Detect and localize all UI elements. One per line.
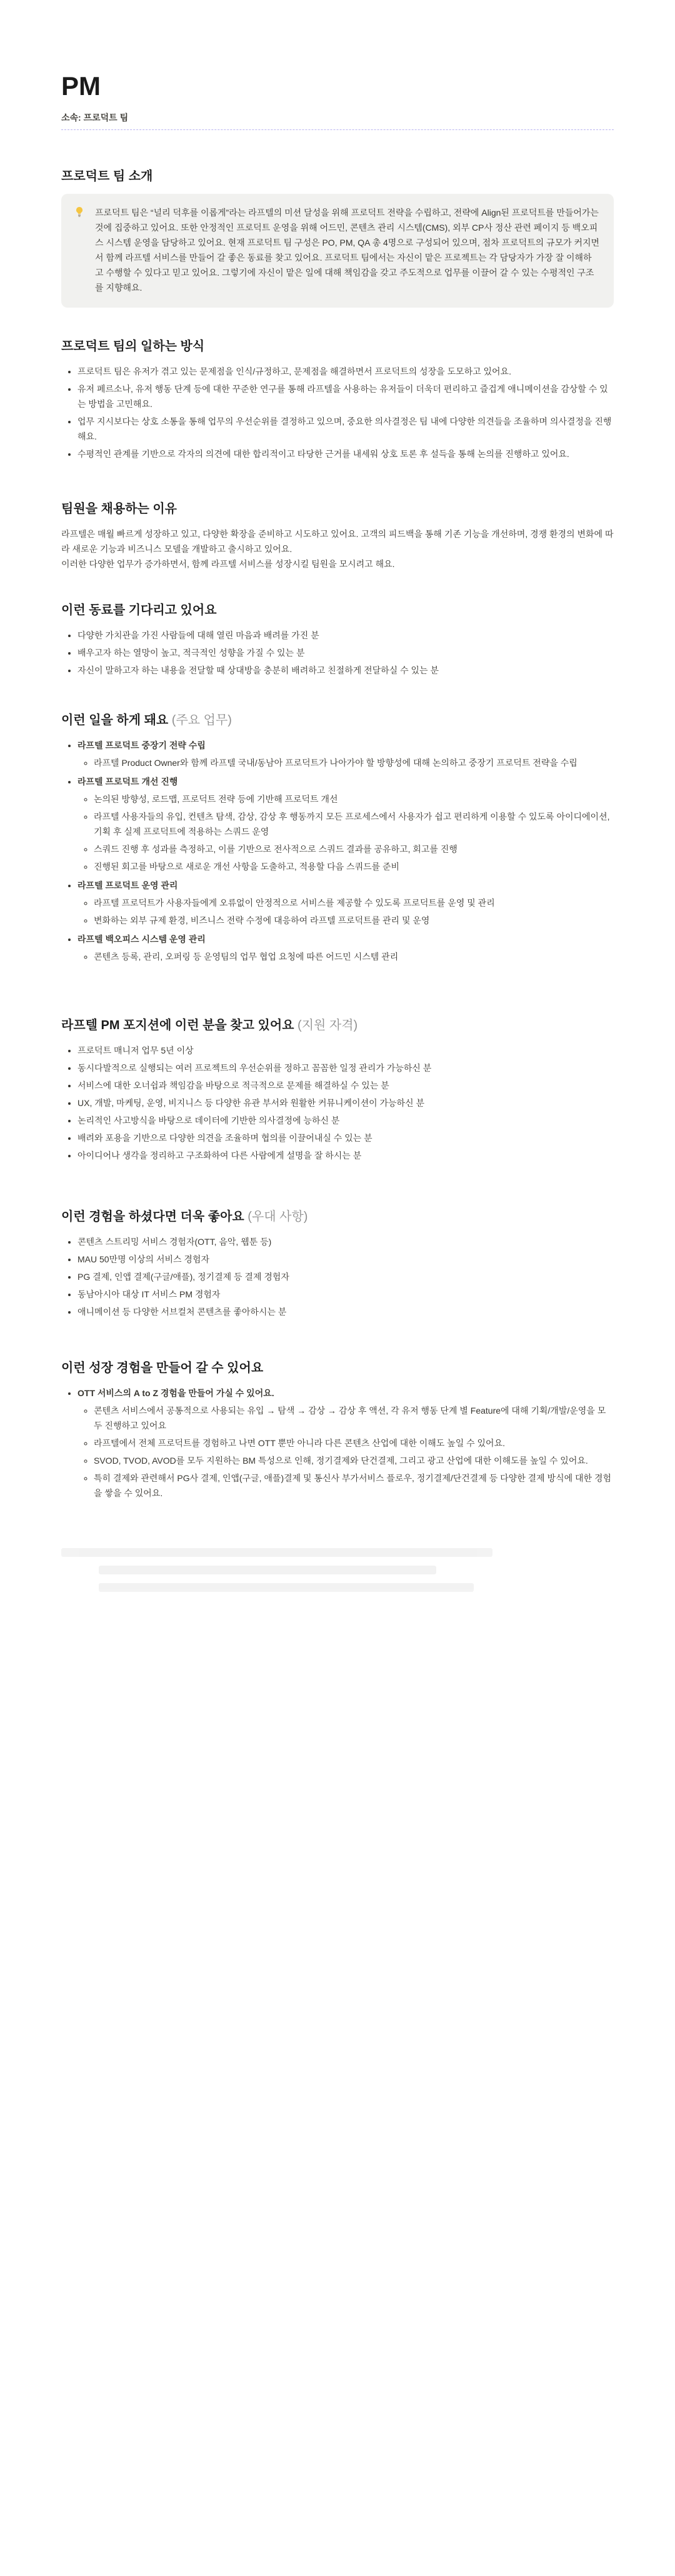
list-item: • 애니메이션 등 다양한 서브컬처 콘텐츠를 좋아하시는 분	[78, 1304, 614, 1319]
growth-group	[78, 1386, 614, 1501]
section-heading-growth: 이런 성장 경험을 만들어 갈 수 있어요	[61, 1361, 264, 1375]
lightbulb-icon	[75, 206, 84, 218]
list-item: • 배우고자 하는 열망이 높고, 적극적인 성향을 가질 수 있는 분	[78, 645, 614, 660]
growth-group-title: OTT 서비스의 A to Z 경험을 만들어 가실 수 있어요.	[78, 1388, 274, 1398]
ways-list	[61, 364, 614, 461]
preferred-heading-text: 이런 경험을 하셨다면 더욱 좋아요	[61, 1210, 244, 1224]
list-item: • 프로덕트 팀은 유저가 겪고 있는 문제점을 인식/규정하고, 문제점을 해결하면서 프로덕트의 성장을 도모하고 있어요.	[78, 364, 614, 379]
intro-callout-text: 프로덕트 팀은 “널리 덕후를 이롭게”라는 라프텔의 미션 달성을 위해 프로덕트 전략을 수립하고, 전략에 Align된 프로덕트를 만들어가는 것에 집중하고 있어요. 또한 안정적인 프로덕트 운영을 위해 어드민, 콘텐츠 관리 시스템(CMS), 외부 CP사 정산 관련 페이지 등 백오피스 시스템 운영을 담당하고 있어요. 현재 프로덕트 팀 구성은 PO, PM, QA 총 4명으로 구성되어 있으며, 점차 프로덕트의 규모가 커지면서 함께 라프텔 서비스를 만들어 갈 좋은 동료를 찾고 있어요. 프로덕트 팀에서는 자신이 맡은 프로젝트는 각 담당자가 가장 잘 이해하고 수행할 수 있다고 믿고 있어요. 그렇기에 자신이 맡은 일에 대해 책임감을 갖고 주도적으로 업무를 이끌어 갈 수 있는 수평적인 구조를 지향해요.	[95, 208, 600, 293]
duty-sublist	[78, 949, 614, 964]
list-item: • 수평적인 관계를 기반으로 각자의 의견에 대한 합리적이고 타당한 근거를 내세워 상호 토론 후 설득을 통해 논의를 진행하고 있어요.	[78, 446, 614, 461]
duty-sublist	[78, 792, 614, 874]
section-heading-preferred	[61, 1208, 614, 1225]
list-item: ◦ 라프텔 프로덕트가 사용자들에게 오류없이 안정적으로 서비스를 제공할 수 있도록 프로덕트를 운영 및 관리	[94, 895, 614, 910]
duty-group-title: 라프텔 프로덕트 운영 관리	[78, 880, 178, 890]
list-item: ◦ 논의된 방향성, 로드맵, 프로덕트 전략 등에 기반해 프로덕트 개선	[94, 792, 614, 807]
list-item: • PG 결제, 인앱 결제(구글/애플), 정기결제 등 결제 경험자	[78, 1269, 614, 1284]
duties-list	[61, 738, 614, 964]
section-heading-ways: 프로덕트 팀의 일하는 방식	[61, 340, 205, 353]
list-item: • MAU 50만명 이상의 서비스 경험자	[78, 1252, 614, 1267]
section-heading-why: 팀원을 채용하는 이유	[61, 502, 177, 516]
section-growth	[61, 1359, 614, 1504]
page-title: PM	[61, 71, 101, 101]
preferred-heading-sub: (우대 사항)	[248, 1210, 308, 1224]
list-item: • 배려와 포용을 기반으로 다양한 의견을 조율하며 협의를 이끌어내실 수 있는 분	[78, 1130, 614, 1145]
duty-group	[78, 932, 614, 964]
list-item: • 동남아시아 대상 IT 서비스 PM 경험자	[78, 1287, 614, 1302]
list-item: ◦ 진행된 회고를 바탕으로 새로운 개선 사항을 도출하고, 적용할 다음 스쿼드를 준비	[94, 859, 614, 874]
duties-heading-sub: (주요 업무)	[171, 713, 232, 727]
list-item: • 프로덕트 매니저 업무 5년 이상	[78, 1043, 614, 1058]
list-item: • 동시다발적으로 실행되는 여러 프로젝트의 우선순위를 정하고 꼼꼼한 일정 관리가 가능하신 분	[78, 1060, 614, 1075]
header-divider	[61, 129, 614, 130]
section-ways-of-working	[61, 338, 614, 464]
section-heading-colleagues: 이런 동료를 기다리고 있어요	[61, 603, 217, 617]
growth-sublist	[78, 1403, 614, 1501]
list-item: • 유저 페르소나, 유저 행동 단계 등에 대한 꾸준한 연구를 통해 라프텔을 사용하는 유저들이 더욱더 편리하고 즐겁게 애니메이션을 감상할 수 있는 방법을 고민해요.	[78, 381, 614, 411]
list-item: • 논리적인 사고방식을 바탕으로 데이터에 기반한 의사결정에 능하신 분	[78, 1113, 614, 1128]
list-item: ◦ 라프텔에서 전체 프로덕트를 경험하고 나면 OTT 뿐만 아니라 다른 콘텐츠 산업에 대한 이해도 높일 수 있어요.	[94, 1436, 614, 1451]
duty-sublist	[78, 755, 614, 770]
section-why-hire	[61, 500, 614, 571]
faded-line	[61, 1548, 492, 1557]
duty-group	[78, 774, 614, 874]
section-heading-requirements	[61, 1017, 614, 1034]
why-paragraph-1: 라프텔은 매월 빠르게 성장하고 있고, 다양한 확장을 준비하고 시도하고 있어요. 고객의 피드백을 통해 기존 기능을 개선하며, 경쟁 환경의 변화에 따라 새로운 기능과 비즈니스 모델을 개발하고 출시하고 있어요.	[61, 529, 614, 554]
duties-heading-text: 이런 일을 하게 돼요	[61, 713, 169, 727]
list-item: ◦ 라프텔 Product Owner와 함께 라프텔 국내/동남아 프로덕트가 나아가야 할 방향성에 대해 논의하고 중장기 프로덕트 전략을 수립	[94, 755, 614, 770]
requirements-heading-text: 라프텔 PM 포지션에 이런 분을 찾고 있어요	[61, 1019, 294, 1032]
section-requirements	[61, 1017, 614, 1165]
duty-group	[78, 738, 614, 770]
duty-group-title: 라프텔 프로덕트 개선 진행	[78, 777, 178, 787]
list-item: • 콘텐츠 스트리밍 서비스 경험자(OTT, 음악, 웹툰 등)	[78, 1234, 614, 1249]
duty-group-title: 라프텔 백오피스 시스템 운영 관리	[78, 934, 206, 944]
requirements-list	[61, 1043, 614, 1163]
list-item: • 업무 지시보다는 상호 소통을 통해 업무의 우선순위를 결정하고 있으며, 중요한 의사결정은 팀 내에 다양한 의견들을 조율하며 의사결정을 진행해요.	[78, 414, 614, 444]
list-item: • 다양한 가치관을 가진 사람들에 대해 열린 마음과 배려를 가진 분	[78, 628, 614, 643]
colleagues-list	[61, 628, 614, 678]
list-item: ◦ SVOD, TVOD, AVOD를 모두 지원하는 BM 특성으로 인해, 정기결제와 단건결제, 그리고 광고 산업에 대한 이해도를 높일 수 있어요.	[94, 1453, 614, 1468]
why-paragraph-2: 이러한 다양한 업무가 증가하면서, 함께 라프텔 서비스를 성장시킬 팀원을 모시려고 해요.	[61, 559, 395, 569]
duty-group	[78, 878, 614, 928]
list-item: • 자신이 말하고자 하는 내용을 전달할 때 상대방을 충분히 배려하고 친절하게 전달하실 수 있는 분	[78, 663, 614, 678]
list-item: ◦ 특히 결제와 관련해서 PG사 결제, 인앱(구글, 애플)결제 및 통신사 부가서비스 플로우, 정기결제/단건결제 등 다양한 결제 방식에 대한 경험을 쌓을 수 있어요.	[94, 1471, 614, 1501]
faded-content	[61, 1548, 614, 1601]
list-item: • 아이디어나 생각을 정리하고 구조화하여 다른 사람에게 설명을 잘 하시는 분	[78, 1148, 614, 1163]
faded-line	[99, 1566, 436, 1574]
section-duties	[61, 712, 614, 968]
section-heading-duties	[61, 712, 614, 729]
duty-sublist	[78, 895, 614, 928]
faded-line	[99, 1583, 474, 1592]
list-item: ◦ 콘텐츠 등록, 관리, 오퍼링 등 운영팀의 업무 협업 요청에 따른 어드민 시스템 관리	[94, 949, 614, 964]
list-item: ◦ 라프텔 사용자들의 유입, 컨텐츠 탐색, 감상, 감상 후 행동까지 모든 프로세스에서 사용자가 쉽고 편리하게 이용할 수 있도록 아이디에이션, 기획 후 실제 프로덕트에 적용하는 스쿼드 운영	[94, 809, 614, 839]
section-heading-intro: 프로덕트 팀 소개	[61, 169, 153, 183]
list-item: ◦ 콘텐츠 서비스에서 공통적으로 사용되는 유입 → 탐색 → 감상 → 감상 후 액션, 각 유저 행동 단계 별 Feature에 대해 기획/개발/운영을 모두 진행하고 있어요	[94, 1403, 614, 1433]
section-preferred	[61, 1208, 614, 1322]
requirements-heading-sub: (지원 자격)	[298, 1019, 358, 1032]
list-item: ◦ 스쿼드 진행 후 성과를 측정하고, 이를 기반으로 전사적으로 스쿼드 결과를 공유하고, 회고를 진행	[94, 842, 614, 857]
intro-callout	[61, 194, 614, 308]
list-item: ◦ 변화하는 외부 규제 환경, 비즈니스 전략 수정에 대응하여 라프텔 프로덕트를 관리 및 운영	[94, 913, 614, 928]
list-item: • 서비스에 대한 오너쉽과 책임감을 바탕으로 적극적으로 문제를 해결하실 수 있는 분	[78, 1078, 614, 1093]
section-intro	[61, 168, 614, 308]
duty-group-title: 라프텔 프로덕트 중장기 전략 수립	[78, 740, 206, 750]
list-item: • UX, 개발, 마케팅, 운영, 비지니스 등 다양한 유관 부서와 원활한 커뮤니케이션이 가능하신 분	[78, 1095, 614, 1110]
preferred-list	[61, 1234, 614, 1319]
growth-list	[61, 1386, 614, 1501]
section-colleagues	[61, 601, 614, 680]
team-affiliation: 소속: 프로덕트 팀	[61, 113, 129, 123]
